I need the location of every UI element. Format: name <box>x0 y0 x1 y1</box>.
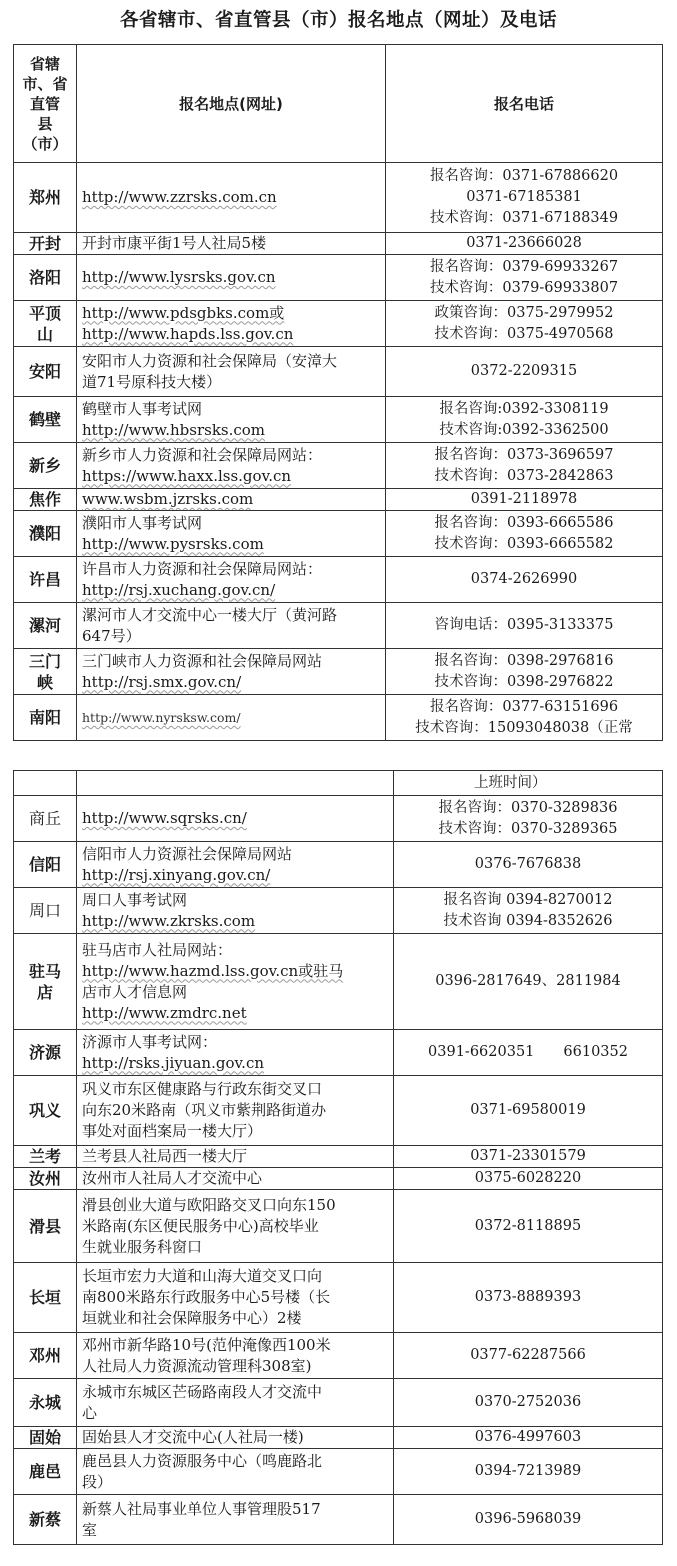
table-row <box>14 347 663 397</box>
table-row <box>14 301 663 347</box>
phone-cell <box>394 842 663 888</box>
location-cell <box>77 443 386 489</box>
table-row <box>14 233 663 255</box>
location-text: 事处对面档案局一楼大厅） <box>82 1122 263 1140</box>
location-link[interactable]: http://www.zmdrc.net <box>82 1003 247 1022</box>
phone-text: 报名咨询：0371-67886620 <box>429 168 619 184</box>
phone-cell <box>394 888 663 934</box>
phone-cell <box>386 163 663 233</box>
header-location: 报名地点(网址) <box>77 45 386 163</box>
table-row <box>14 397 663 443</box>
phone-cell <box>386 603 663 649</box>
location-text: 滑县创业大道与欧阳路交叉口向东150 <box>82 1195 336 1214</box>
phone-text: 上班时间） <box>474 774 547 791</box>
location-link[interactable]: http://rsj.smx.gov.cn/ <box>82 672 242 691</box>
location-text: 许昌市人力资源和社会保障局网站： <box>82 559 323 578</box>
location-cell <box>77 1427 394 1449</box>
location-cell <box>77 489 386 511</box>
city-name: 山 <box>36 324 53 344</box>
table-row <box>14 1168 663 1190</box>
location-text: 室 <box>82 1520 98 1539</box>
location-text: 道71号原科技大楼） <box>82 372 222 391</box>
location-link[interactable]: http://www.hapds.lss.gov.cn <box>82 324 294 343</box>
header-phone: 报名电话 <box>386 45 663 163</box>
location-text: 647号） <box>82 626 141 645</box>
table-row <box>14 603 663 649</box>
phone-text: 技术咨询:0392-3362500 <box>439 421 609 438</box>
phone-text: 0377-62287566 <box>470 1347 586 1363</box>
city-cell <box>14 1146 77 1168</box>
table-row <box>14 163 663 233</box>
table-row <box>14 1495 663 1545</box>
phone-cell <box>394 934 663 1030</box>
city-cell <box>14 1030 77 1076</box>
location-text: 开封市康平街1号人社局5楼 <box>82 234 267 252</box>
city-name: 三门 <box>28 651 61 671</box>
phone-text: 0372-2209315 <box>470 363 578 379</box>
table-row <box>14 842 663 888</box>
phone-cell <box>394 1333 663 1379</box>
location-text: 周口人事考试网 <box>82 890 188 909</box>
location-text: 巩义市东区健康路与行政东街交叉口 <box>82 1080 323 1098</box>
location-link[interactable]: http://rsks.jiyuan.gov.cn <box>82 1053 265 1072</box>
city-name: 洛阳 <box>28 268 61 287</box>
table-row <box>14 1263 663 1333</box>
location-link[interactable]: http://rsj.xuchang.gov.cn/ <box>82 580 276 599</box>
city-cell <box>14 1076 77 1146</box>
location-text: 垣就业和社会保障服务中心）2楼 <box>82 1309 302 1327</box>
location-text: 鹤壁市人事考试网 <box>82 399 203 418</box>
table-row <box>14 1076 663 1146</box>
city-name: 汝州 <box>28 1169 61 1188</box>
location-cell <box>77 397 386 443</box>
location-text: 三门峡市人力资源和社会保障局网站 <box>82 651 323 670</box>
table-row <box>14 489 663 511</box>
location-text: 米路南(东区便民服务中心)高校毕业 <box>82 1216 319 1235</box>
city-cell <box>14 1333 77 1379</box>
location-cell <box>77 649 386 695</box>
location-text: 济源市人事考试网： <box>82 1032 218 1051</box>
city-name: 信阳 <box>28 855 61 874</box>
location-link[interactable]: http://www.hazmd.lss.gov.cn或驻马 <box>82 961 344 980</box>
city-name: 济源 <box>28 1043 61 1062</box>
table-row <box>14 695 663 741</box>
phone-text: 0391-6620351 6610352 <box>428 1044 628 1060</box>
phone-text: 0371-67185381 <box>466 189 582 205</box>
location-text: 汝州市人社局人才交流中心 <box>82 1169 263 1187</box>
table-row <box>14 649 663 695</box>
location-text: 新乡市人力资源和社会保障局网站： <box>82 445 323 464</box>
phone-cell <box>394 1146 663 1168</box>
phone-cell <box>386 347 663 397</box>
city-name: 漯河 <box>28 616 61 635</box>
location-link[interactable]: http://www.zkrsks.com <box>82 911 256 930</box>
phone-cell <box>394 1263 663 1333</box>
city-cell <box>14 649 77 695</box>
location-text: 固始县人才交流中心(人社局一楼) <box>82 1428 304 1446</box>
phone-cell <box>394 1495 663 1545</box>
location-cell <box>77 1190 394 1263</box>
location-link[interactable]: http://rsj.xinyang.gov.cn/ <box>82 865 271 884</box>
table-row <box>14 557 663 603</box>
phone-cell <box>386 397 663 443</box>
city-cell <box>14 1168 77 1190</box>
table-row <box>14 1333 663 1379</box>
phone-cell <box>394 1030 663 1076</box>
table-row <box>14 255 663 301</box>
city-cell <box>14 796 77 842</box>
city-name: 开封 <box>28 234 61 253</box>
phone-cell <box>394 1190 663 1263</box>
location-cell <box>77 771 394 796</box>
location-cell <box>77 1495 394 1545</box>
phone-cell <box>394 1427 663 1449</box>
location-link[interactable]: http://www.zzrsks.com.cn <box>82 188 277 206</box>
location-text: 店市人才信息网 <box>82 982 188 1001</box>
city-cell <box>14 255 77 301</box>
city-cell <box>14 233 77 255</box>
location-cell <box>77 1263 394 1333</box>
city-cell <box>14 695 77 741</box>
location-text: 漯河市人才交流中心一楼大厅（黄河路 <box>82 605 338 624</box>
city-cell <box>14 934 77 1030</box>
city-cell <box>14 1495 77 1545</box>
phone-cell <box>394 1449 663 1495</box>
location-cell <box>77 1030 394 1076</box>
phone-text: 0376-7676838 <box>474 856 582 872</box>
city-cell <box>14 489 77 511</box>
phone-text: 技术咨询：0393-6665582 <box>434 535 614 552</box>
location-cell <box>77 347 386 397</box>
phone-cell <box>386 443 663 489</box>
table-row <box>14 511 663 557</box>
city-name: 永城 <box>28 1393 61 1412</box>
phone-text: 0370-2752036 <box>474 1394 582 1410</box>
city-cell <box>14 301 77 347</box>
location-cell <box>77 557 386 603</box>
phone-cell <box>386 233 663 255</box>
location-cell <box>77 1076 394 1146</box>
phone-text: 报名咨询：0393-6665586 <box>434 514 614 531</box>
table-row <box>14 1427 663 1449</box>
phone-cell <box>386 649 663 695</box>
location-text: 驻马店市人社局网站： <box>82 940 233 959</box>
city-name: 郑州 <box>28 188 61 207</box>
phone-text: 技术咨询：15093048038（正常 <box>415 719 633 736</box>
city-cell <box>14 1379 77 1427</box>
city-name: 焦作 <box>28 490 61 509</box>
phone-cell <box>394 796 663 842</box>
location-text: 向东20米路南（巩义市紫荆路街道办 <box>82 1101 327 1119</box>
city-cell <box>14 443 77 489</box>
location-text: 濮阳市人事考试网 <box>82 513 203 532</box>
table-row <box>14 1030 663 1076</box>
city-cell <box>14 1190 77 1263</box>
city-cell <box>14 1263 77 1333</box>
city-name: 长垣 <box>28 1288 61 1307</box>
page-title: 各省辖市、省直管县（市）报名地点（网址）及电话 <box>119 10 557 31</box>
location-cell <box>77 1379 394 1427</box>
phone-text: 报名咨询:0392-3308119 <box>439 400 609 417</box>
location-cell <box>77 603 386 649</box>
phone-text: 0371-23301579 <box>470 1148 586 1164</box>
location-link[interactable]: http://www.hbsrsks.com <box>82 420 266 439</box>
city-cell <box>14 888 77 934</box>
location-cell <box>77 255 386 301</box>
phone-text: 0371-69580019 <box>470 1102 586 1118</box>
phone-cell <box>394 1379 663 1427</box>
location-text: 新蔡人社局事业单位人事管理股517 <box>82 1499 321 1518</box>
city-name: 巩义 <box>28 1101 61 1120</box>
phone-cell <box>394 1168 663 1190</box>
location-cell <box>77 511 386 557</box>
location-text: 南800米路东行政服务中心5号楼（长 <box>82 1288 331 1306</box>
phone-text: 技术咨询 0394-8352626 <box>443 912 613 929</box>
phone-cell <box>386 301 663 347</box>
location-cell <box>77 233 386 255</box>
phone-text: 0372-8118895 <box>474 1217 582 1234</box>
phone-text: 技术咨询：0398-2976822 <box>434 673 614 690</box>
location-cell <box>77 1333 394 1379</box>
location-text: 生就业服务科窗口 <box>82 1237 203 1256</box>
registration-table-part2 <box>13 770 663 1545</box>
phone-text: 报名咨询：0377-63151696 <box>429 698 619 715</box>
city-name: 南阳 <box>28 708 61 727</box>
location-text: 人社局人力资源流动管理科308室) <box>82 1356 312 1375</box>
location-cell <box>77 695 386 741</box>
city-name: 鹤壁 <box>28 410 61 429</box>
phone-text: 0375-6028220 <box>474 1170 582 1186</box>
registration-table-part1 <box>13 44 663 741</box>
phone-text: 报名咨询：0398-2976816 <box>434 652 614 669</box>
phone-text: 0371-23666028 <box>466 235 582 251</box>
location-cell <box>77 1449 394 1495</box>
location-text: 兰考县人社局西一楼大厅 <box>82 1147 248 1165</box>
phone-text: 咨询电话：0395-3133375 <box>434 617 614 633</box>
location-link[interactable]: http://www.nyrsksw.com/ <box>82 710 241 725</box>
city-name: 新蔡 <box>28 1510 61 1529</box>
table-row <box>14 771 663 796</box>
location-cell <box>77 842 394 888</box>
city-name: 滑县 <box>28 1216 61 1236</box>
phone-text: 技术咨询：0379-69933807 <box>429 279 619 296</box>
phone-text: 报名咨询：0373-3696597 <box>434 446 614 463</box>
location-cell <box>77 1146 394 1168</box>
city-name: 店 <box>36 982 53 1002</box>
phone-text: 0376-4997603 <box>474 1429 582 1445</box>
location-link[interactable]: https://www.haxx.lss.gov.cn <box>82 466 292 485</box>
location-text: 长垣市宏力大道和山海大道交叉口向 <box>82 1267 323 1285</box>
location-cell <box>77 1168 394 1190</box>
phone-cell <box>386 489 663 511</box>
city-name: 峡 <box>36 672 53 692</box>
phone-text: 技术咨询：0370-3289365 <box>438 820 618 837</box>
phone-text: 技术咨询：0373-2842863 <box>434 467 614 484</box>
city-name: 平顶 <box>28 303 61 323</box>
location-link[interactable]: www.wsbm.jzrsks.com <box>82 490 254 508</box>
phone-text: 技术咨询：0375-4970568 <box>434 325 614 342</box>
city-name: 许昌 <box>28 570 61 589</box>
location-text: 鹿邑县人力资源服务中心（鸣鹿路北 <box>82 1451 323 1470</box>
city-cell <box>14 842 77 888</box>
location-cell <box>77 934 394 1030</box>
phone-cell <box>386 255 663 301</box>
phone-text: 报名咨询 0394-8270012 <box>443 891 613 908</box>
location-text: 安阳市人力资源和社会保障局（安漳大 <box>82 351 338 370</box>
table-row <box>14 1190 663 1263</box>
location-text: 心 <box>82 1403 98 1422</box>
table-row <box>14 1379 663 1427</box>
city-name: 邓州 <box>28 1346 61 1365</box>
location-link[interactable]: http://www.pdsgbks.com或 <box>82 303 285 322</box>
phone-text: 技术咨询：0371-67188349 <box>429 210 619 226</box>
phone-text: 0374-2626990 <box>470 571 578 587</box>
location-text: 段） <box>82 1472 113 1491</box>
phone-text: 0396-5968039 <box>474 1511 582 1527</box>
table-row <box>14 1146 663 1168</box>
city-name: 新乡 <box>28 456 61 475</box>
phone-cell <box>386 557 663 603</box>
city-name: 濮阳 <box>28 524 61 543</box>
table-header-row <box>14 45 663 163</box>
location-cell <box>77 796 394 842</box>
location-text: 信阳市人力资源社会保障局网站 <box>82 844 293 863</box>
city-name: 兰考 <box>28 1147 61 1166</box>
city-name: 商丘 <box>28 809 61 828</box>
city-name: 周口 <box>28 901 61 920</box>
phone-cell <box>394 1076 663 1146</box>
location-cell <box>77 301 386 347</box>
city-name: 鹿邑 <box>28 1462 61 1481</box>
phone-text: 0373-8889393 <box>474 1289 582 1305</box>
table-row <box>14 1449 663 1495</box>
city-cell <box>14 557 77 603</box>
city-cell <box>14 771 77 796</box>
city-cell <box>14 347 77 397</box>
location-link[interactable]: http://www.lysrsks.gov.cn <box>82 268 276 286</box>
city-cell <box>14 1449 77 1495</box>
header-city: 省辖 市、省 直管 县 （市） <box>14 45 77 163</box>
city-cell <box>14 1427 77 1449</box>
phone-cell <box>386 511 663 557</box>
city-cell <box>14 163 77 233</box>
table-row <box>14 934 663 1030</box>
phone-text: 政策咨询：0375-2979952 <box>434 304 614 321</box>
city-name: 安阳 <box>28 362 61 381</box>
phone-text: 0394-7213989 <box>474 1463 582 1479</box>
location-text: 邓州市新华路10号(范仲淹像西100米 <box>82 1335 331 1354</box>
table-row <box>14 888 663 934</box>
phone-text: 0396-2817649、2811984 <box>435 973 621 989</box>
phone-text: 报名咨询：0370-3289836 <box>438 799 618 816</box>
phone-cell <box>394 771 663 796</box>
location-cell <box>77 888 394 934</box>
table-row <box>14 796 663 842</box>
location-link[interactable]: http://www.sqrsks.cn/ <box>82 809 247 827</box>
location-link[interactable]: http://www.pysrsks.com <box>82 534 264 553</box>
city-name: 固始 <box>28 1428 61 1447</box>
city-cell <box>14 397 77 443</box>
city-name: 驻马 <box>28 961 61 981</box>
phone-text: 报名咨询：0379-69933267 <box>429 258 619 275</box>
location-cell <box>77 163 386 233</box>
phone-text: 0391-2118978 <box>470 491 578 507</box>
table-row <box>14 443 663 489</box>
phone-cell <box>386 695 663 741</box>
city-cell <box>14 603 77 649</box>
location-text: 永城市东城区芒砀路南段人才交流中 <box>82 1382 323 1401</box>
city-cell <box>14 511 77 557</box>
